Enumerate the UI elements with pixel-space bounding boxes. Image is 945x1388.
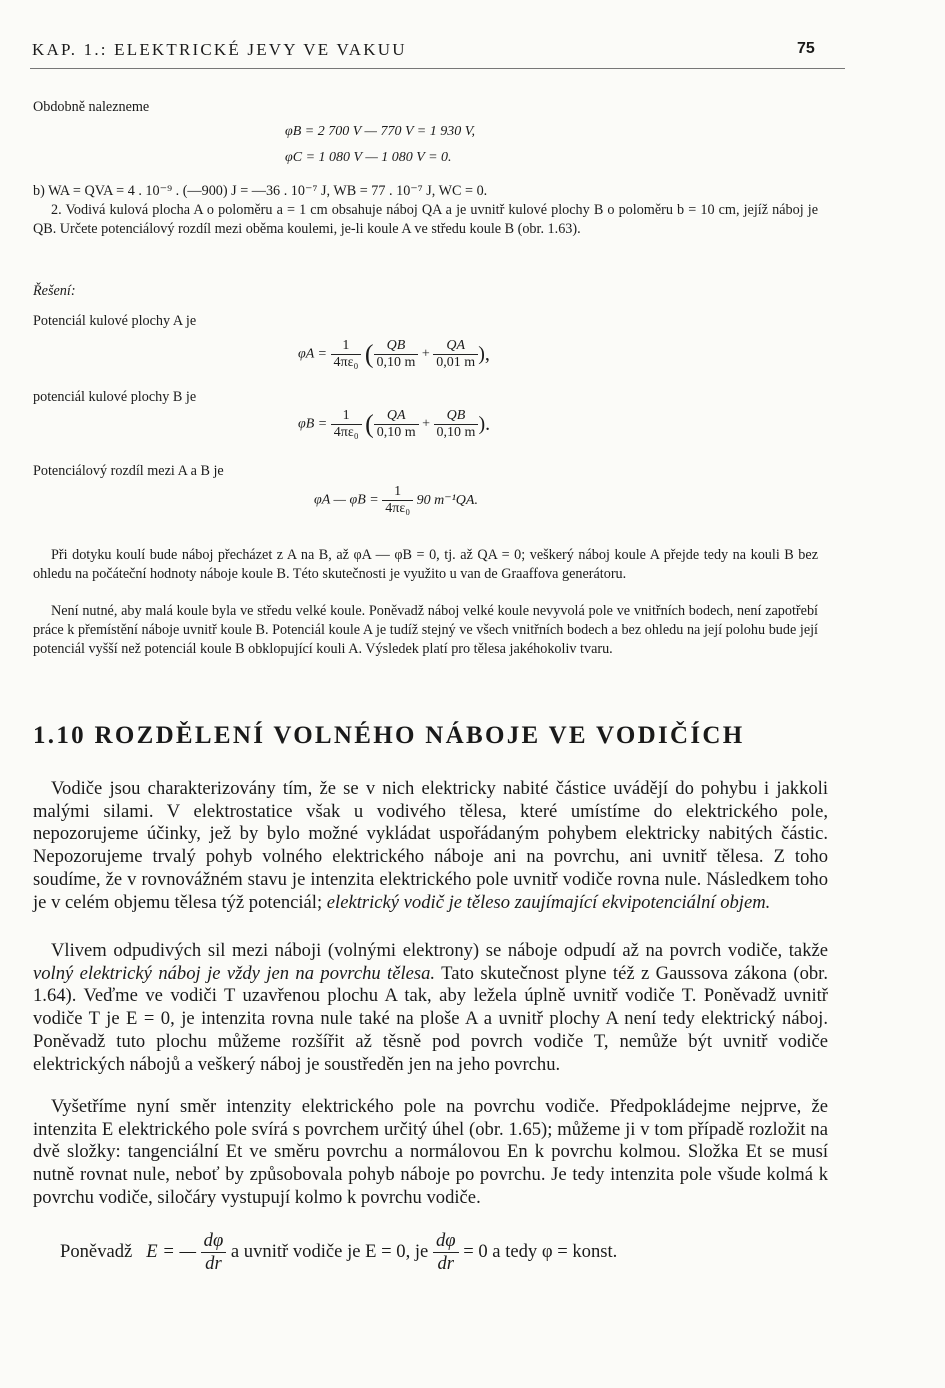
page-number: 75	[797, 40, 815, 57]
label-potential-difference: Potenciálový rozdíl mezi A a B je	[33, 463, 224, 479]
label-potential-B: potenciál kulové plochy B je	[33, 389, 197, 405]
paragraph-contact: Při dotyku koulí bude náboj přecházet z A na B, až φA — φB = 0, tj. až QA = 0; veškerý náboj koule A přejde tedy na kouli B bez ohledu na počáteční hodnoty náboje koule B. Této skutečnosti je využito u van de Graaffova generátoru.	[33, 547, 818, 582]
paragraph-not-necessary: Není nutné, aby malá koule byla ve středu velké koule. Poněvadž náboj velké koule nevyvolá pole ve vnitřních bodech, není zapotřebí práce k přemístění náboje uvnitř koule B. Potenciál koule A je tudíž stejný ve všech vnitřních bodech a bez ohledu na její polohu bude její potenciál vyšší než potenciál koule B obklopující kouli A. Výsledek platí pro tělesa jakéhokoliv tvaru.	[33, 603, 818, 657]
body-paragraph-3: Vyšetříme nyní směr intenzity elektrického pole na povrchu vodiče. Předpokládejme nejprve, že intenzita E elektrického pole svírá s povrchem určitý úhel (obr. 1.65); můžeme ji v tom případě rozložit na dvě složky: tangenciální Et ve směru povrchu a normálovou En k povrchu kolmou. Složka Et se musí nutně rovnat nule, neboť by způsobovala pohyb náboje po povrchu. Je tedy intenzita pole všude kolmá k povrchu vodiče, siločáry vystupují kolmo k povrchu vodiče.	[33, 1096, 828, 1208]
equation-phiC: φC = 1 080 V — 1 080 V = 0.	[285, 150, 452, 165]
header-rule	[30, 68, 845, 69]
problem-2: 2. Vodivá kulová plocha A o poloměru a = 1 cm obsahuje náboj QA a je uvnitř kulové plochy B o poloměru b = 10 cm, jejíž náboj je QB. Určete potenciálový rozdíl mezi oběma koulemi, je-li koule A ve středu koule B (obr. 1.63).	[33, 202, 818, 237]
equation-phiB: φB = 2 700 V — 770 V = 1 930 V,	[285, 124, 475, 139]
equation-phiA-full: φA = $\frac{1}{\text{4πε₀}}$ ( $\frac{QB}{0,10 m}$ + $\frac{QA}{0,01 m}$ ),	[298, 338, 490, 370]
part-b-line: b) WA = QVA = 4 . 10⁻⁹ . (—900) J = —36 . 10⁻⁷ J, WB = 77 . 10⁻⁷ J, WC = 0.	[33, 183, 488, 199]
body-paragraph-2: Vlivem odpudivých sil mezi náboji (volnými elektrony) se náboje odpudí až na povrch vodiče, takže volný elektrický náboj je vždy jen na povrchu tělesa. Tato skutečnost plyne též z Gaussova zákona (obr. 1.64). Veďme ve vodiči T uzavřenou plochu A tak, aby ležela úplně uvnitř vodiče T. Poněvadž uvnitř vodiče T je E = 0, je intenzita rovna nule také na ploše A a uvnitř plochy A není tedy elektrický náboj. Poněvadž tuto plochu můžeme rozšířit až těsně pod povrch vodiče T, nemůže být uvnitř vodiče elektrických nábojů a veškerý náboj je soustředěn jen na jeho povrchu.	[33, 940, 828, 1075]
equation-difference: φA — φB = $\frac{1}{\text{4πε₀}}$ 90 m⁻¹QA.	[314, 484, 478, 516]
intro-text: Obdobně nalezneme	[33, 99, 150, 115]
section-title: 1.10 ROZDĚLENÍ VOLNÉHO NÁBOJE VE VODIČÍCH	[33, 722, 745, 749]
final-equation: Poněvadž E = — $\frac{d\varphi}{dr}$ a uvnitř vodiče je E = 0, je $\frac{d\varphi}{dr}$ = 0 a tedy φ = konst.	[60, 1230, 618, 1274]
body-paragraph-1: Vodiče jsou charakterizovány tím, že se v nich elektricky nabité částice uvádějí do pohybu i jakkoli malými silami. V elektrostatice však u vodivého tělesa, které umístíme do elektrického pole, nepozorujeme účinky, jež by bylo možné vykládat uspořádaným pohybem elektricky nabitých částic. Nepozorujeme trvalý pohyb volného elektrického náboje ani na povrchu, ani uvnitř tělesa. Z toho soudíme, že v rovnovážném stavu je intenzita elektrického pole uvnitř vodiče rovna nule. Následkem toho je v celém objemu tělesa týž potenciál; elektrický vodič je těleso zaujímající ekvipotenciální objem.	[33, 778, 828, 913]
equation-phiB-full: φB = $\frac{1}{\text{4πε₀}}$ ( $\frac{QA}{0,10 m}$ + $\frac{QB}{0,10 m}$ ).	[298, 408, 491, 440]
label-potential-A: Potenciál kulové plochy A je	[33, 313, 197, 329]
solution-heading: Řešení:	[33, 283, 76, 299]
running-header: KAP. 1.: ELEKTRICKÉ JEVY VE VAKUU	[32, 40, 407, 59]
